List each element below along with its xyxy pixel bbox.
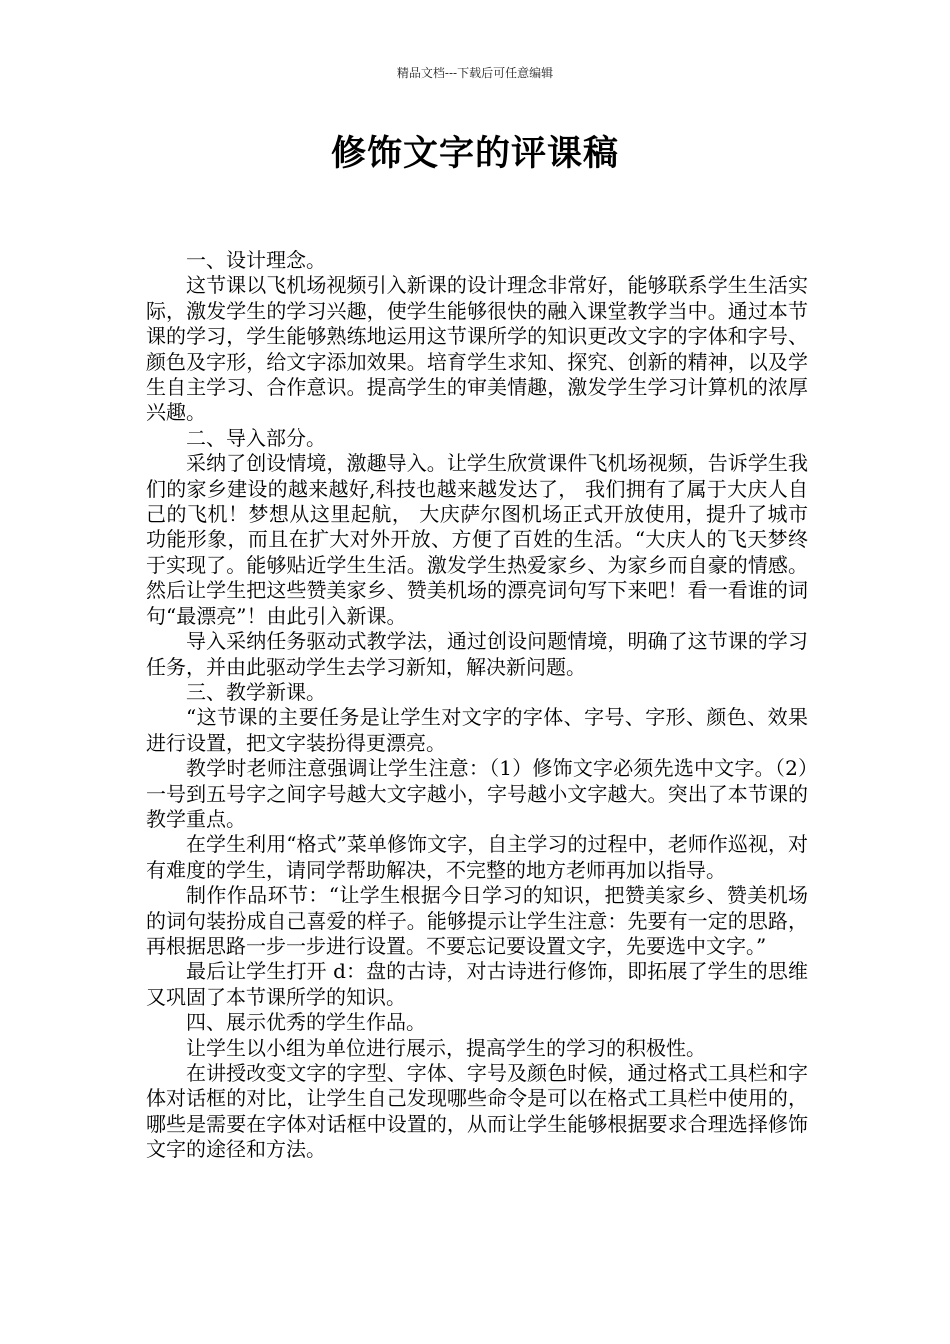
paragraph: 制作作品环节：“让学生根据今日学习的知识，把赞美家乡、赞美机场的词句装扮成自己喜爱的样子。能够提示让学生注意：先要有一定的思路，再根据思路一步一步进行设置。不要忘记要设置文字，先要选中文字。” xyxy=(146,883,808,958)
paragraph: 最后让学生打开 d：盘的古诗，对古诗进行修饰，即拓展了学生的思维又巩固了本节课所学的知识。 xyxy=(146,959,808,1009)
paragraph: 这节课以飞机场视频引入新课的设计理念非常好，能够联系学生生活实际，激发学生的学习兴趣，使学生能够很快的融入课堂教学当中。通过本节课的学习，学生能够熟练地运用这节课所学的知识更改文字的字体和字号、颜色及字形，给文字添加效果。培育学生求知、探究、创新的精神，以及学生自主学习、合作意识。提高学生的审美情趣，激发学生学习计算机的浓厚兴趣。 xyxy=(146,273,808,425)
paragraph: 教学时老师注意强调让学生注意：（1）修饰文字必须先选中文字。（2）一号到五号字之间字号越大文字越小，字号越小文字越大。突出了本节课的教学重点。 xyxy=(146,756,808,831)
paragraph: 在讲授改变文字的字型、字体、字号及颜色时候，通过格式工具栏和字体对话框的对比，让学生自己发现哪些命令是可以在格式工具栏中使用的，哪些是需要在字体对话框中设置的，从而让学生能够根据要求合理选择修饰文字的途径和方法。 xyxy=(146,1061,808,1162)
section-heading: 四、展示优秀的学生作品。 xyxy=(186,1010,426,1035)
document-body xyxy=(146,248,808,1163)
paragraph: 让学生以小组为单位进行展示，提高学生的学习的积极性。 xyxy=(186,1035,706,1060)
page-header: 精品文档---下载后可任意编辑 xyxy=(396,66,554,80)
section-heading: 一、设计理念。 xyxy=(186,248,326,272)
document-title: 修饰文字的评课稿 xyxy=(330,134,619,174)
paragraph: “这节课的主要任务是让学生对文字的字体、字号、字形、颜色、效果进行设置，把文字装扮得更漂亮。 xyxy=(146,705,808,755)
section-heading: 三、教学新课。 xyxy=(186,679,326,704)
paragraph: 导入采纳任务驱动式教学法，通过创设问题情境，明确了这节课的学习任务，并由此驱动学生去学习新知，解决新问题。 xyxy=(146,629,808,679)
paragraph: 在学生利用“格式”菜单修饰文字，自主学习的过程中，老师作巡视，对有难度的学生，请同学帮助解决，不完整的地方老师再加以指导。 xyxy=(146,832,808,882)
paragraph: 采纳了创设情境，激趣导入。让学生欣赏课件飞机场视频，告诉学生我们的家乡建设的越来越好,科技也越来越发达了， 我们拥有了属于大庆人自己的飞机！梦想从这里起航， 大庆萨尔图机场正式开放使用，提升了城市功能形象，而且在扩大对外开放、方便了百姓的生活。“大庆人的飞天梦终于实现了。能够贴近学生生活。激发学生热爱家乡、为家乡而自豪的情感。然后让学生把这些赞美家乡、赞美机场的漂亮词句写下来吧！看一看谁的词句“最漂亮”！由此引入新课。 xyxy=(146,451,808,628)
section-heading: 二、导入部分。 xyxy=(186,425,326,450)
